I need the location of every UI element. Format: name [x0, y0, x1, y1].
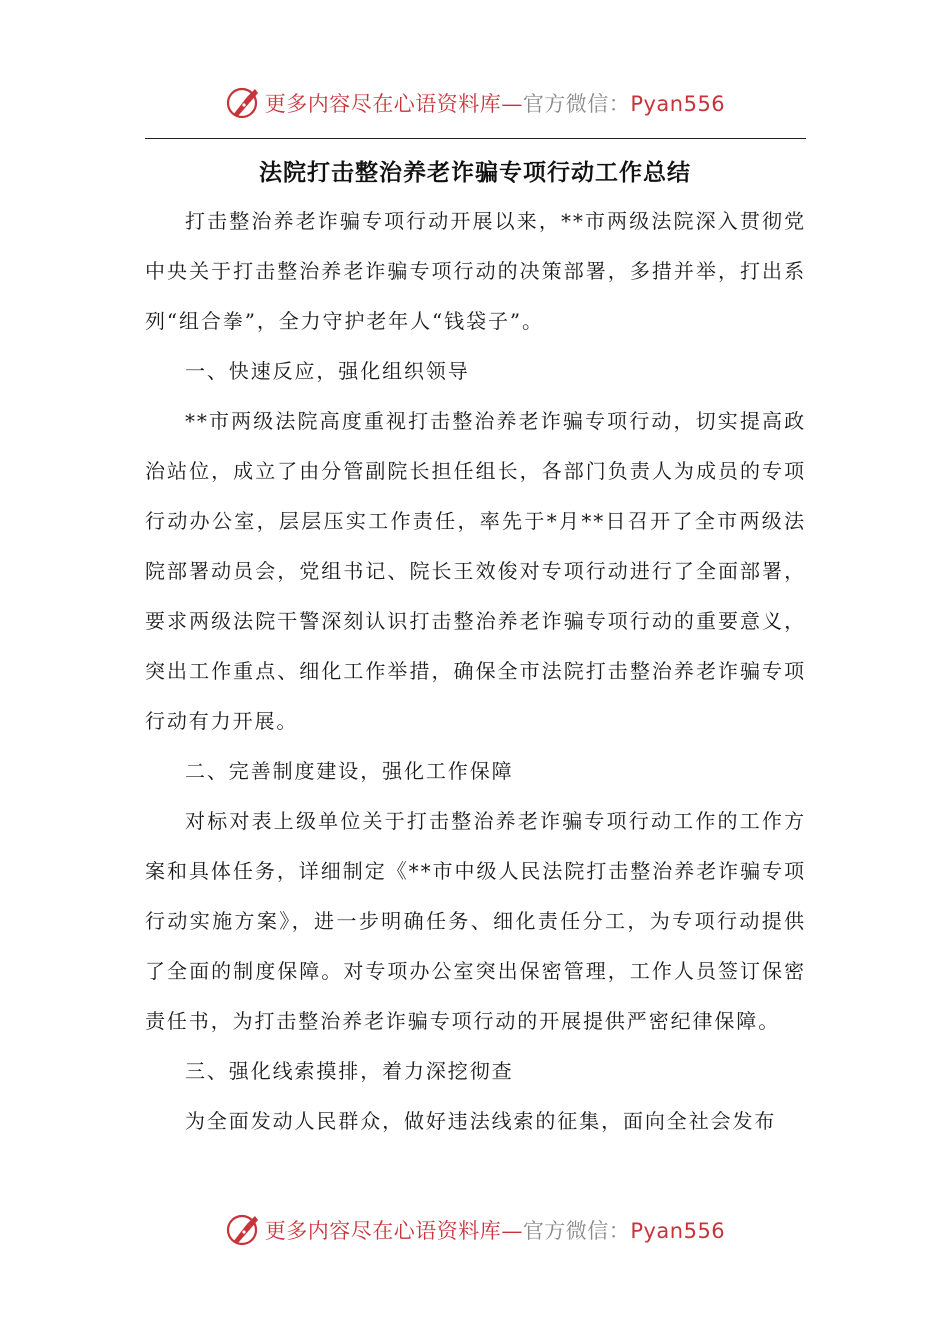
banner-main-text: 更多内容尽在心语资料库 — [264, 92, 502, 116]
banner-wechat-id: Pyan556 — [630, 1219, 726, 1243]
section-heading-3: 三、强化线索摸排，着力深挖彻查 — [185, 1059, 514, 1083]
document-title: 法院打击整治养老诈骗专项行动工作总结 — [259, 159, 691, 186]
paragraph-section-3: 为全面发动人民群众，做好违法线索的征集，面向全社会发布 — [185, 1109, 777, 1133]
banner-text — [265, 1215, 725, 1245]
header-divider — [145, 138, 806, 139]
banner-official-label: 官方微信： — [522, 1219, 631, 1243]
footer-banner — [0, 1210, 950, 1250]
pen-nib-logo-icon — [225, 1212, 261, 1248]
section-heading-1: 一、快速反应，强化组织领导 — [185, 359, 470, 383]
paragraph-section-1: **市两级法院高度重视打击整治养老诈骗专项行动，切实提高政治站位，成立了由分管副院长担任组长，各部门负责人为成员的专项行动办公室，层层压实工作责任，率先于*月**日召开了全市两级法院部署动员会，党组书记、院长王效俊对专项行动进行了全面部署，要求两级法院干警深刻认识打击整治养老诈骗专项行动的重要意义，突出工作重点、细化工作举措，确保全市法院打击整治养老诈骗专项行动有力开展。 — [145, 409, 806, 733]
banner-official-label: 官方微信： — [522, 92, 631, 116]
banner-text — [265, 88, 725, 118]
paragraph-intro: 打击整治养老诈骗专项行动开展以来，**市两级法院深入贯彻党中央关于打击整治养老诈骗专项行动的决策部署，多措并举，打出系列“组合拳”，全力守护老年人“钱袋子”。 — [145, 209, 806, 333]
banner-dash: — — [501, 92, 523, 116]
header-banner — [0, 83, 950, 123]
banner-dash: — — [501, 1219, 523, 1243]
section-heading-2: 二、完善制度建设，强化工作保障 — [185, 759, 514, 783]
banner-main-text: 更多内容尽在心语资料库 — [264, 1219, 502, 1243]
banner-wechat-id: Pyan556 — [630, 92, 726, 116]
pen-nib-logo-icon — [225, 85, 261, 121]
document-body — [145, 196, 806, 1146]
paragraph-section-2: 对标对表上级单位关于打击整治养老诈骗专项行动工作的工作方案和具体任务，详细制定《**市中级人民法院打击整治养老诈骗专项行动实施方案》，进一步明确任务、细化责任分工，为专项行动提供了全面的制度保障。对专项办公室突出保密管理，工作人员签订保密责任书，为打击整治养老诈骗专项行动的开展提供严密纪律保障。 — [145, 809, 806, 1033]
